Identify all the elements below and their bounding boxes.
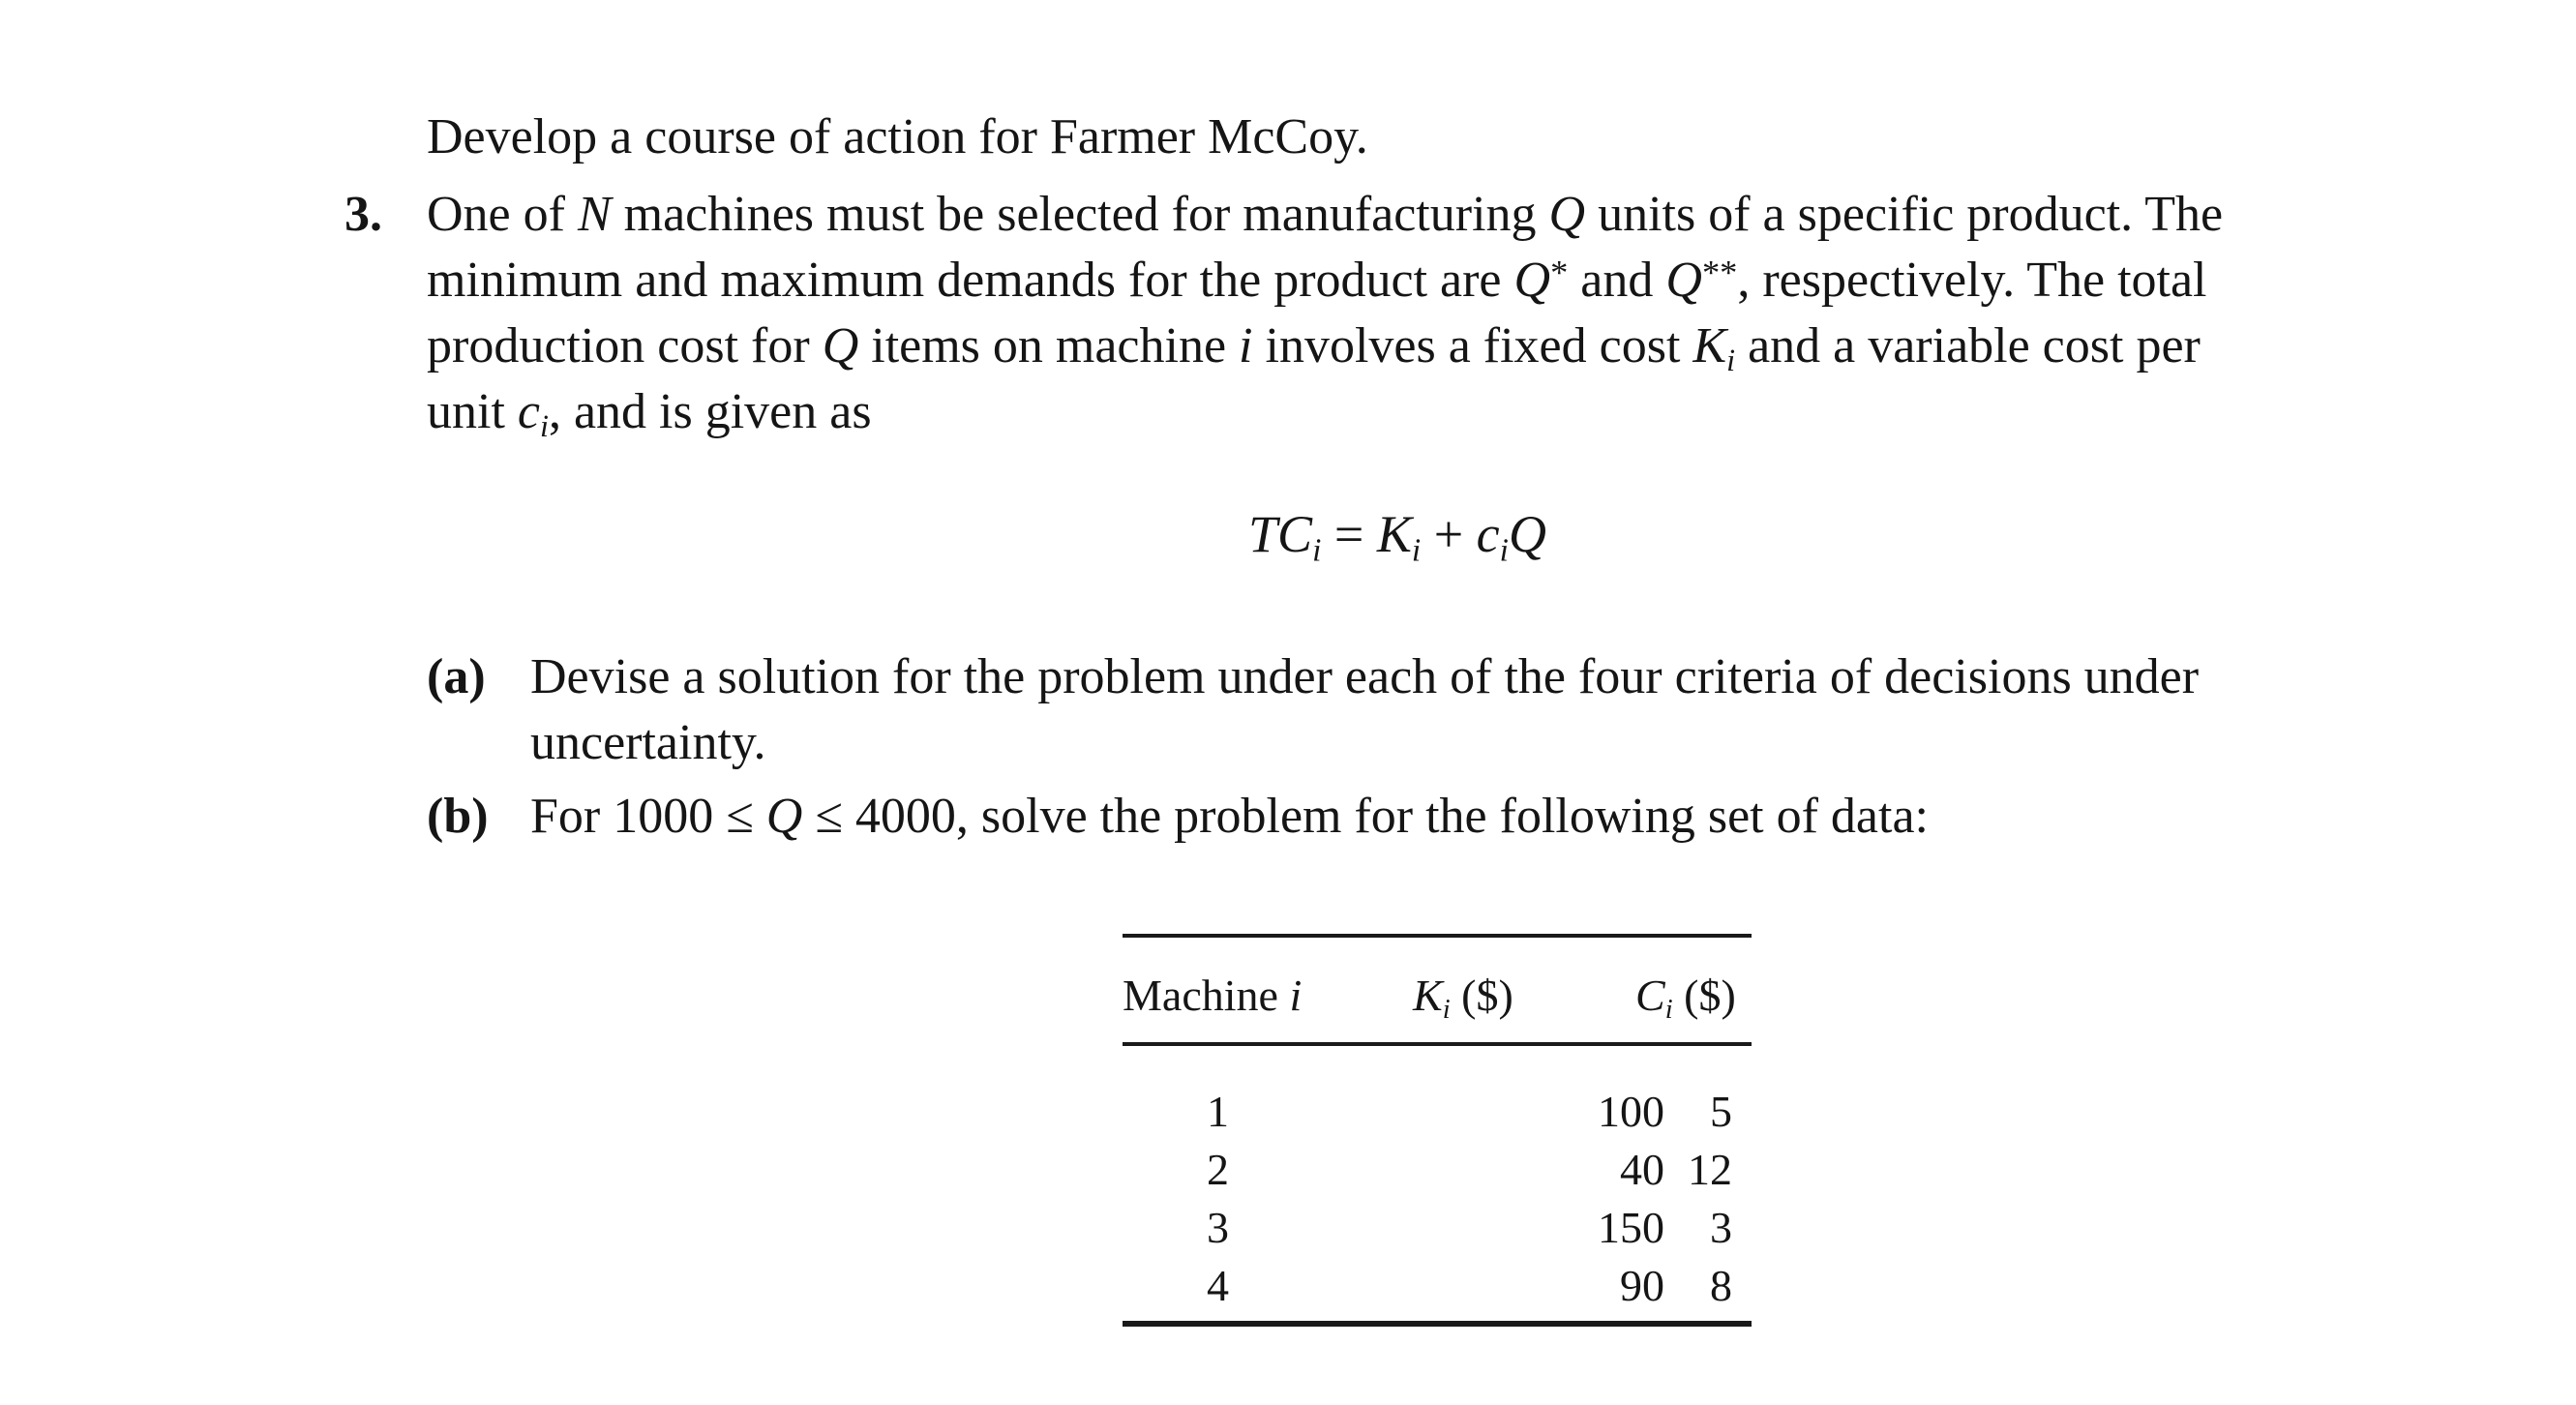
cell-fixed-cost: 100: [1598, 1087, 1664, 1136]
cell-variable-cost: 8: [1710, 1261, 1732, 1310]
part-a-line-1: Devise a solution for the problem under each of the four criteria of decisions under: [530, 649, 2200, 704]
problem-line-4: unit $c_i$, and is given as: [427, 384, 872, 444]
header-machine: Machine i: [1123, 971, 1303, 1020]
cell-fixed-cost: 40: [1620, 1145, 1664, 1194]
table-top-rule: [1123, 934, 1752, 938]
cell-machine: 2: [1207, 1145, 1229, 1194]
part-a-text: [530, 644, 2446, 776]
problem-line-2: minimum and maximum demands for the product are Q* and Q**, respectively. The total: [427, 253, 2207, 308]
part-b-text: For 1000 ≤ Q ≤ 4000, solve the problem for the following set of data:: [530, 789, 1929, 844]
problem-statement: [427, 182, 2440, 445]
cell-machine: 1: [1207, 1087, 1229, 1136]
header-fixed-cost: $K_i$ ($): [1413, 971, 1513, 1025]
cell-fixed-cost: 90: [1620, 1261, 1664, 1310]
part-a-label: (a): [427, 649, 486, 704]
header-variable-cost: $C_i$ ($): [1635, 971, 1736, 1025]
cell-fixed-cost: 150: [1598, 1203, 1664, 1252]
problem-number: 3.: [344, 187, 382, 242]
cell-variable-cost: 12: [1688, 1145, 1732, 1194]
cell-machine: 3: [1207, 1203, 1229, 1252]
problem-line-3: production cost for Q items on machine i involves a fixed cost $K_i$ and a variable cost per: [427, 318, 2201, 378]
problem-line-1: One of N machines must be selected for manufacturing Q units of a specific product. The: [427, 187, 2224, 242]
table-header-rule: [1123, 1042, 1752, 1046]
total-cost-formula: $TC_i = K_i + c_iQ$: [1248, 505, 1546, 569]
table-bottom-rule: [1123, 1321, 1752, 1327]
intro-line: Develop a course of action for Farmer McCoy.: [427, 109, 1368, 164]
part-a-line-2: uncertainty.: [530, 715, 766, 770]
cell-variable-cost: 5: [1710, 1087, 1732, 1136]
part-b-label: (b): [427, 789, 489, 844]
cell-machine: 4: [1207, 1261, 1229, 1310]
cell-variable-cost: 3: [1710, 1203, 1732, 1252]
